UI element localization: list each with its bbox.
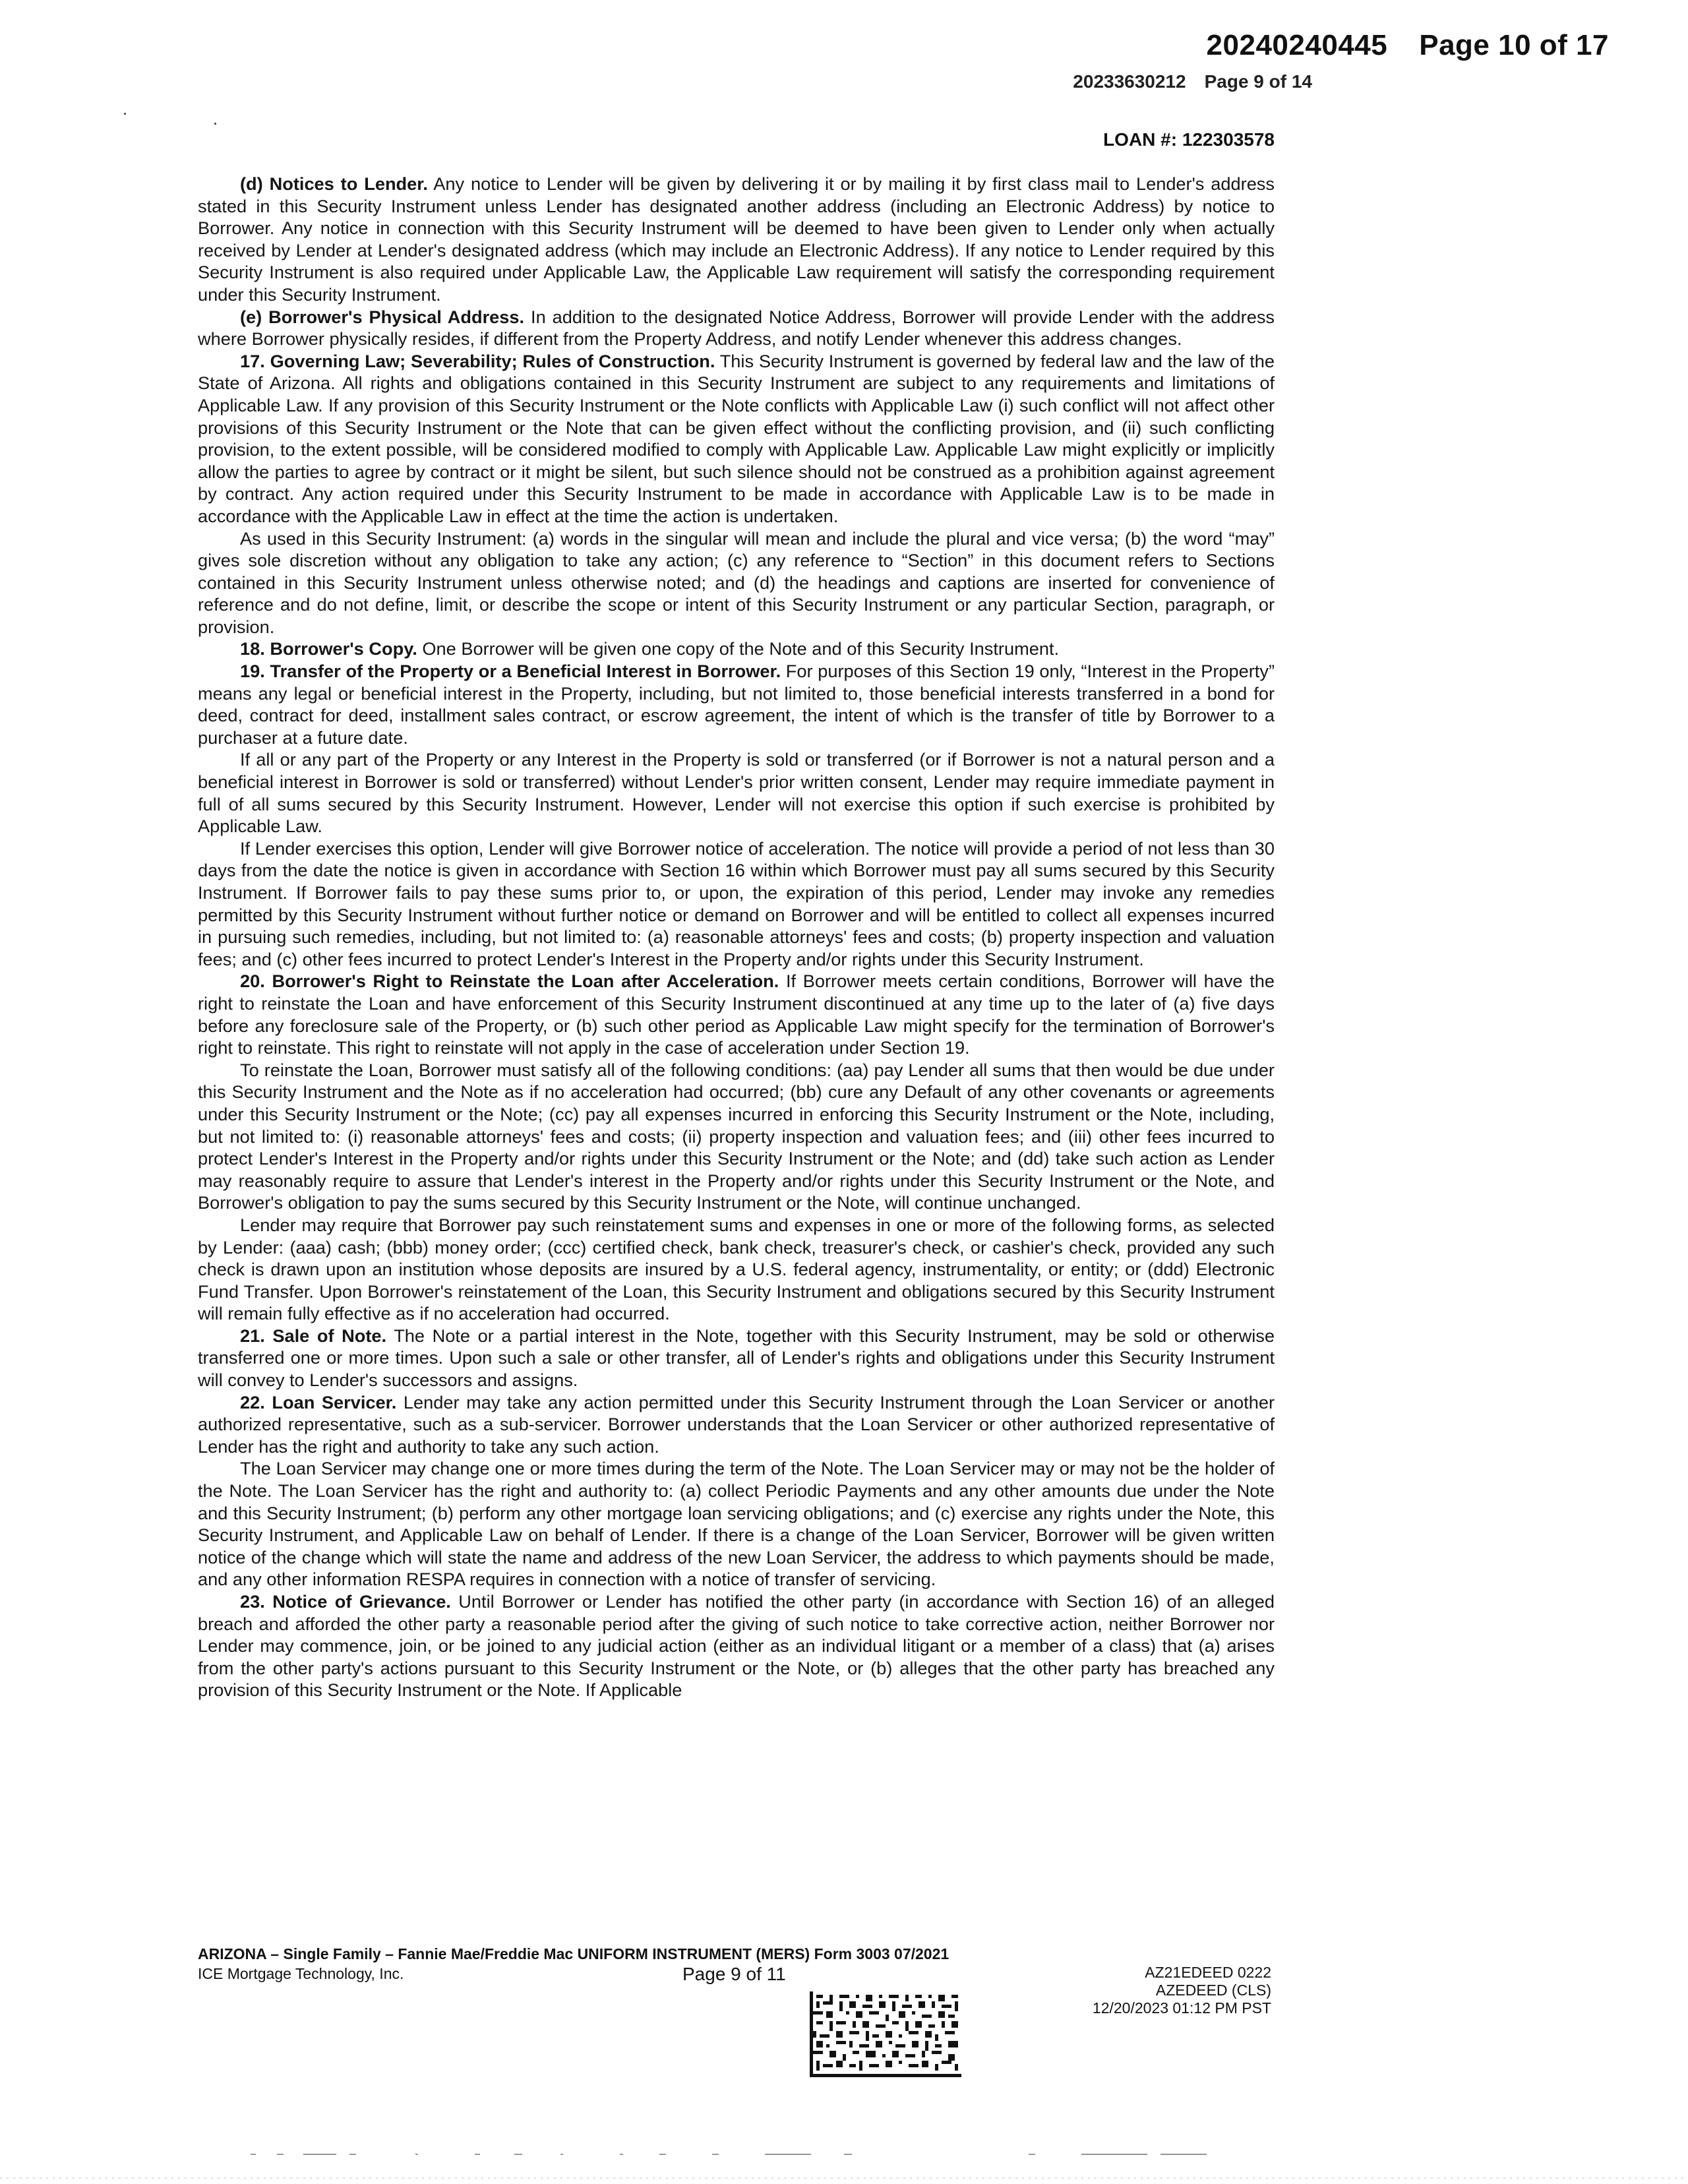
- section-20-paragraph: Lender may require that Borrower pay such reinstatement sums and expenses in one or more of the following forms, as selected by Lender: (aaa) cash; (bbb) money order; (ccc) certified check, bank check, treasurer's check, or cashier's check, provided any such check is drawn upon an institution whose deposits are insured by a U.S. federal agency, instrumentality, or entity; or (ddd) Electronic Fund Transfer. Upon Borrower's reinstatement of the Loan, this Security Instrument and obligations secured by this Security Instrument will remain fully effective as if no acceleration had occurred.: [198, 1214, 1275, 1324]
- prior-recording-number: 20233630212: [1073, 71, 1186, 92]
- section-heading: (d) Notices to Lender.: [240, 173, 428, 194]
- section-text: In addition to the designated Notice Address, Borrower will provide Lender with the address where Borrower physically resides, if different from the Property Address, and notify Lender whenever this address changes.: [198, 306, 1275, 349]
- form-codes: [1093, 1964, 1271, 2017]
- prior-recording-header: [1073, 71, 1312, 92]
- section-21: [198, 1325, 1275, 1391]
- section-text: The Note or a partial interest in the Note, together with this Security Instrument, may be sold or otherwise transferred one or more times. Upon such a sale or other transfer, all of Lender's rights and obligations under this Security Instrument will convey to Lender's successors and assigns.: [198, 1325, 1275, 1391]
- prior-recording-page: Page 9 of 14: [1204, 71, 1312, 92]
- section-23: [198, 1591, 1275, 1701]
- section-19-paragraph: If all or any part of the Property or any Interest in the Property is sold or transferred (or if Borrower is not a natural person and a beneficial interest in Borrower is sold or transferred) without Lender's prior written consent, Lender may require immediate payment in full of all sums secured by this Security Instrument. However, Lender will not exercise this option if such exercise is prohibited by Applicable Law.: [198, 749, 1275, 837]
- section-text: Until Borrower or Lender has notified the other party (in accordance with Section 16) of an alleged breach and afforded the other party a reasonable period after the giving of such notice to take corrective action, neither Borrower nor Lender may commence, join, or be joined to any judicial action (either as an individual litigant or a member of a class) that (a) arises from the other party's actions pursuant to this Security Instrument or the Note, or (b) alleges that the other party has breached any provision of this Security Instrument or the Note. If Applicable: [198, 1591, 1275, 1701]
- section-e: [198, 306, 1275, 350]
- section-text: This Security Instrument is governed by federal law and the law of the State of Arizona. All rights and obligations contained in this Security Instrument are subject to any requirements and limitations of Applicable Law. If any provision of this Security Instrument or the Note conflicts with Applicable Law (i) such conflict will not affect other provisions of this Security Instrument or the Note that can be given effect without the conflicting provision, and (ii) such conflicting provision, to the extent possible, will be considered modified to comply with Applicable Law. Applicable Law might explicitly or implicitly allow the parties to agree by contract or it might be silent, but such silence should not be construed as a prohibition against agreement by contract. Any action required under this Security Instrument to be made in accordance with Applicable Law is to be made in accordance with the Applicable Law in effect at the time the action is undertaken.: [198, 350, 1275, 526]
- section-20-paragraph: To reinstate the Loan, Borrower must satisfy all of the following conditions: (aa) pay Lender all sums that then would be due under this Security Instrument and the Note as if no acceleration had occurred; (bb) cure any Default of any other covenants or agreements under this Security Instrument or the Note; (cc) pay all expenses incurred in enforcing this Security Instrument or the Note, including, but not limited to: (i) reasonable attorneys' fees and costs; (ii) property inspection and valuation fees; and (iii) other fees incurred to protect Lender's Interest in the Property and/or rights under this Security Instrument or the Note; and (dd) take such action as Lender may reasonably require to assure that Lender's interest in the Property and/or rights under this Security Instrument or the Note, and Borrower's obligation to pay the sums secured by this Security Instrument or the Note, will continue unchanged.: [198, 1059, 1275, 1213]
- section-heading: 17. Governing Law; Severability; Rules of Construction.: [240, 350, 715, 371]
- form-footer: [198, 1945, 1279, 2064]
- section-22: [198, 1391, 1275, 1458]
- scan-artifact-line: [251, 2151, 1306, 2158]
- form-page-number: Page 9 of 11: [682, 1964, 786, 1984]
- form-state: ARIZONA: [198, 1945, 266, 1962]
- form-company: ICE Mortgage Technology, Inc.: [198, 1965, 404, 1982]
- section-heading: 22. Loan Servicer.: [240, 1391, 397, 1412]
- section-17: [198, 350, 1275, 528]
- loan-number: LOAN #: 122303578: [1103, 129, 1275, 150]
- form-code: AZ21EDEED 0222: [1145, 1964, 1271, 1981]
- form-timestamp: 12/20/2023 01:12 PM PST: [1092, 1999, 1271, 2017]
- recording-number: 20240240445: [1206, 29, 1388, 61]
- scan-artifact-edge: [0, 2176, 1688, 2180]
- section-17-paragraph: As used in this Security Instrument: (a) words in the singular will mean and include the plural and vice versa; (b) the word “may” gives sole discretion without any obligation to take any action; (c) any reference to “Section” in this document refers to Sections contained in this Security Instrument unless otherwise noted; and (d) the headings and captions are inserted for convenience of reference and do not define, limit, or describe the scope or intent of this Security Instrument or any particular Section, paragraph, or provision.: [198, 528, 1275, 637]
- section-text: One Borrower will be given one copy of the Note and of this Security Instrument.: [417, 638, 1060, 659]
- section-heading: 18. Borrower's Copy.: [240, 638, 417, 659]
- section-d: [198, 173, 1275, 306]
- section-20: [198, 970, 1275, 1058]
- section-text: Lender may take any action permitted under this Security Instrument through the Loan Servicer or another authorized representative, such as a sub-servicer. Borrower understands that the Loan Servicer or other authorized representative of Lender has the right and authority to take any such action.: [198, 1391, 1275, 1457]
- section-heading: 19. Transfer of the Property or a Beneficial Interest in Borrower.: [240, 661, 781, 682]
- section-19-paragraph: If Lender exercises this option, Lender will give Borrower notice of acceleration. The notice will provide a period of not less than 30 days from the date the notice is given in accordance with Section 16 within which Borrower must pay all sums secured by this Security Instrument. If Borrower fails to pay these sums prior to, or upon, the expiration of this period, Lender may invoke any remedies permitted by this Security Instrument without further notice or demand on Borrower and will be entitled to collect all expenses incurred in pursuing such remedies, including, but not limited to: (a) reasonable attorneys' fees and costs; (b) property inspection and valuation fees; and (c) other fees incurred to protect Lender's Interest in the Property and/or rights under this Security Instrument.: [198, 837, 1275, 969]
- 2d-barcode-icon: [810, 1991, 961, 2077]
- form-description-text: – Single Family – Fannie Mae/Freddie Mac UNIFORM INSTRUMENT (MERS) Form 3003 07/2021: [266, 1945, 950, 1962]
- section-heading: 20. Borrower's Right to Reinstate the Loan after Acceleration.: [240, 971, 779, 992]
- section-heading: 21. Sale of Note.: [240, 1325, 387, 1346]
- section-text: Any notice to Lender will be given by delivering it or by mailing it by first class mail to Lender's address stated in this Security Instrument unless Lender has designated another address (including an Electronic Address) by notice to Borrower. Any notice in connection with this Security Instrument will be deemed to have been given to Lender only when actually received by Lender at Lender's designated address (which may include an Electronic Address). If any notice to Lender required by this Security Instrument is also required under Applicable Law, the Applicable Law requirement will satisfy the corresponding requirement under this Security Instrument.: [198, 173, 1275, 305]
- section-text: For purposes of this Section 19 only, “Interest in the Property” means any legal or beneficial interest in the Property, including, but not limited to, those beneficial interests transferred in a bond for deed, contract for deed, installment sales contract, or escrow agreement, the intent of which is the transfer of title by Borrower to a purchaser at a future date.: [198, 661, 1275, 748]
- recording-page: Page 10 of 17: [1419, 29, 1609, 61]
- document-body: [198, 173, 1275, 1701]
- section-18: [198, 638, 1275, 660]
- section-text: If Borrower meets certain conditions, Borrower will have the right to reinstate the Loan and have enforcement of this Security Instrument discontinued at any time up to the later of (a) five days before any foreclosure sale of the Property, or (b) such other period as Applicable Law might specify for the termination of Borrower's right to reinstate. This right to reinstate will not apply in the case of acceleration under Section 19.: [198, 971, 1275, 1058]
- form-description: [198, 1945, 949, 1963]
- section-22-paragraph: The Loan Servicer may change one or more times during the term of the Note. The Loan Servicer may or may not be the holder of the Note. The Loan Servicer has the right and authority to: (a) collect Periodic Payments and any other amounts due under the Note and this Security Instrument; (b) perform any other mortgage loan servicing obligations; and (c) exercise any rights under the Note, this Security Instrument, and Applicable Law on behalf of Lender. If there is a change of the Loan Servicer, Borrower will be given written notice of the change which will state the name and address of the new Loan Servicer, the address to which payments should be made, and any other information RESPA requires in connection with a notice of transfer of servicing.: [198, 1458, 1275, 1590]
- scan-speck: [214, 123, 216, 125]
- section-heading: (e) Borrower's Physical Address.: [240, 306, 525, 327]
- scan-speck: [124, 113, 126, 115]
- recording-header: [1207, 29, 1609, 62]
- section-heading: 23. Notice of Grievance.: [240, 1591, 451, 1612]
- section-19: [198, 660, 1275, 748]
- form-code-secondary: AZEDEED (CLS): [1155, 1982, 1271, 1999]
